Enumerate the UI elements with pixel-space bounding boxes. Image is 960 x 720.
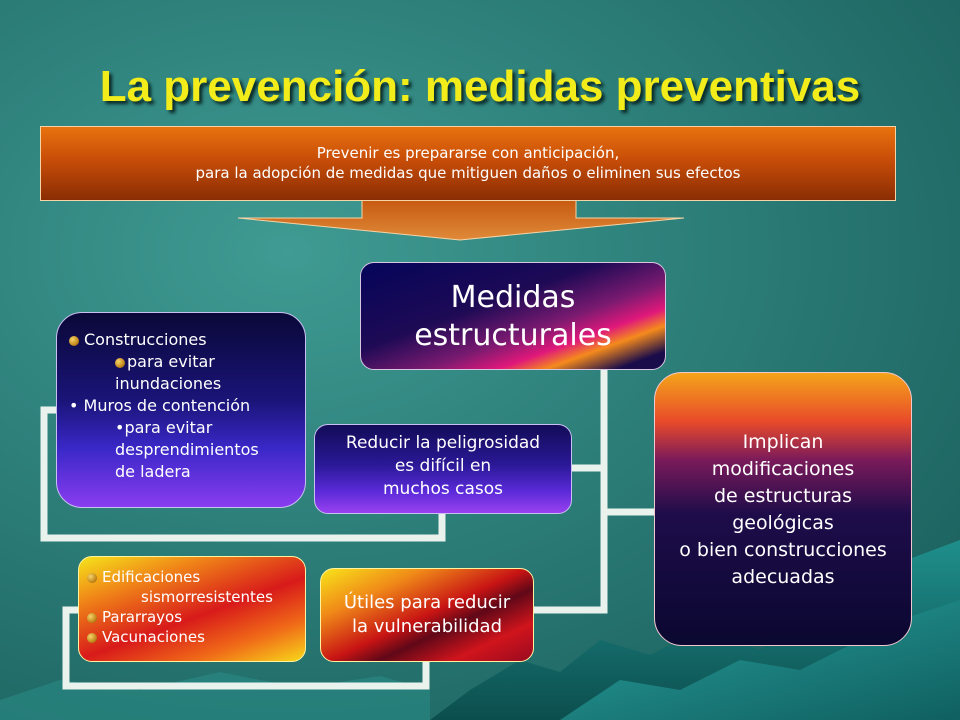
utiles-line-2: la vulnerabilidad xyxy=(351,616,503,637)
implican-line-6: adecuadas xyxy=(731,566,835,588)
edificaciones-box xyxy=(78,556,306,662)
implican-box xyxy=(654,372,912,646)
reducir-line-3: muchos casos xyxy=(383,479,503,499)
utiles-line-1: Útiles para reducir xyxy=(343,592,511,613)
edificaciones-item-1: Edificaciones xyxy=(102,568,201,586)
construcciones-item-1-sub-1: para evitar xyxy=(127,352,215,371)
banner-line-1: Prevenir es prepararse con anticipación, xyxy=(316,144,620,162)
construcciones-item-2-sub-2: desprendimientos xyxy=(115,440,259,459)
bullet-icon xyxy=(87,633,97,643)
implican-line-1: Implican xyxy=(742,431,824,453)
reducir-line-2: es difícil en xyxy=(394,456,492,476)
slide-title: La prevención: medidas preventivas xyxy=(99,62,861,111)
medidas-line-2: estructurales xyxy=(414,318,612,353)
implican-line-4: geológicas xyxy=(732,512,834,534)
implican-line-5: o bien construcciones xyxy=(679,539,887,561)
implican-line-3: de estructuras xyxy=(714,485,852,507)
construcciones-item-2: • Muros de contención xyxy=(69,396,251,415)
implican-line-2: modificaciones xyxy=(711,458,855,480)
construcciones-item-1: Construcciones xyxy=(84,330,207,349)
banner-line-2: para la adopción de medidas que mitiguen daños o eliminen sus efectos xyxy=(195,164,741,182)
construcciones-item-1-sub-2: inundaciones xyxy=(115,374,222,393)
medidas-estructurales-box xyxy=(360,262,666,370)
edificaciones-item-3: Vacunaciones xyxy=(102,628,205,646)
bullet-icon xyxy=(87,613,97,623)
edificaciones-item-1-cont: sismorresistentes xyxy=(141,588,273,606)
bullet-icon xyxy=(115,358,125,368)
bullet-icon xyxy=(69,336,79,346)
edificaciones-item-2: Pararrayos xyxy=(102,608,183,626)
reducir-line-1: Reducir la peligrosidad xyxy=(345,433,541,453)
utiles-vulnerabilidad-box xyxy=(320,568,534,662)
construcciones-item-2-sub-3: de ladera xyxy=(115,462,191,481)
construcciones-item-2-sub-1: •para evitar xyxy=(115,418,213,437)
medidas-line-1: Medidas xyxy=(450,280,576,315)
construcciones-box xyxy=(56,312,306,508)
bullet-icon xyxy=(87,573,97,583)
reducir-peligrosidad-box xyxy=(314,424,572,514)
